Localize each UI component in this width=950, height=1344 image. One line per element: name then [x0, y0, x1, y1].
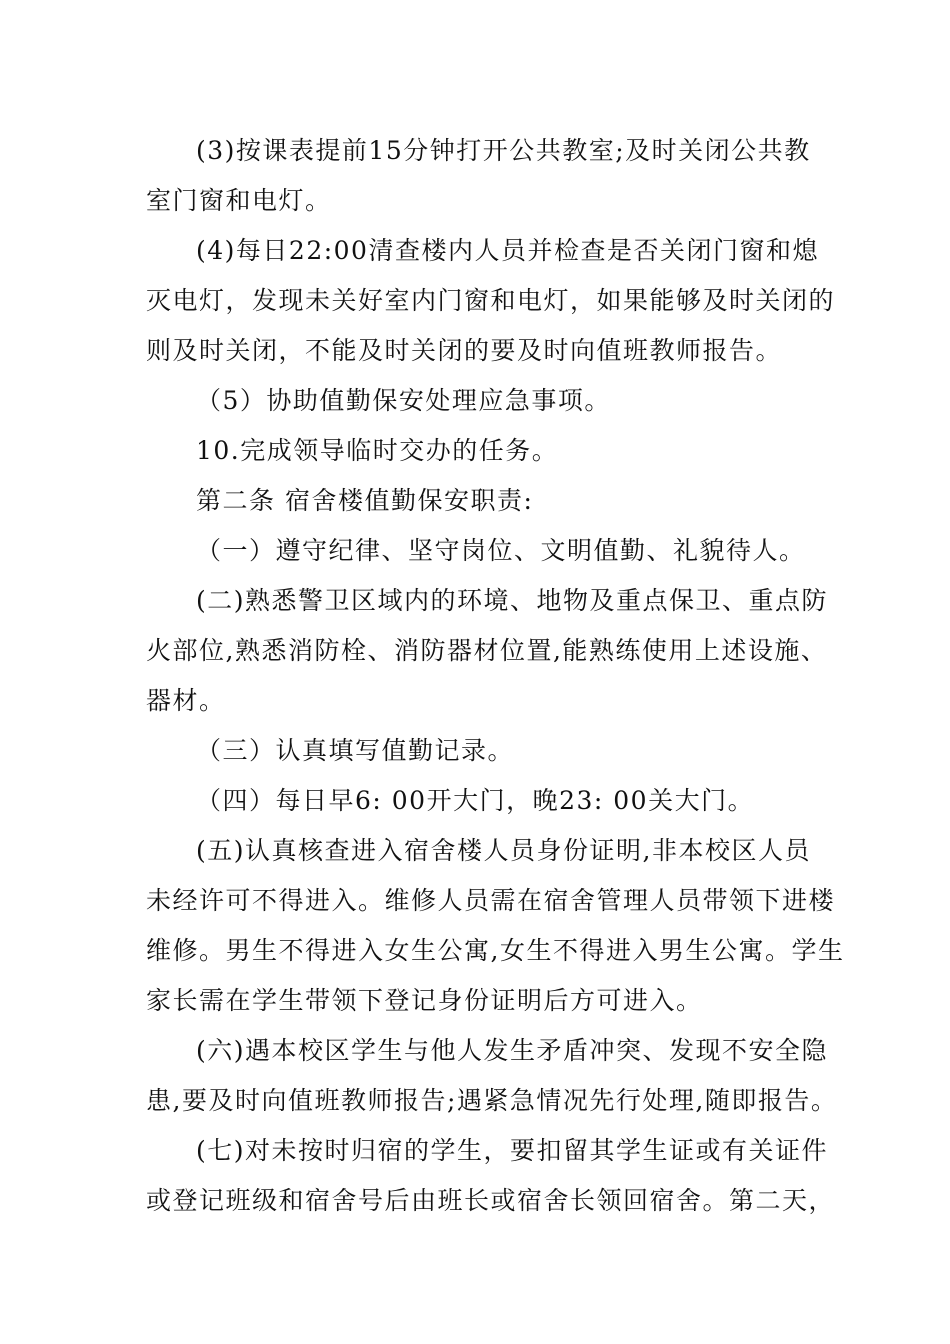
- text-line: 灭电灯，发现未关好室内门窗和电灯，如果能够及时关闭的: [146, 286, 836, 315]
- text-line: 未经许可不得进入。维修人员需在宿舍管理人员带领下进楼: [146, 886, 836, 915]
- text-line: 或登记班级和宿舍号后由班长或宿舍长领回宿舍。第二天，: [146, 1186, 836, 1215]
- text-line: (4)每日22:00清查楼内人员并检查是否关闭门窗和熄: [196, 236, 819, 265]
- text-line: 则及时关闭，不能及时关闭的要及时向值班教师报告。: [146, 336, 783, 365]
- text-line: 火部位,熟悉消防栓、消防器材位置,能熟练使用上述设施、: [146, 636, 828, 665]
- text-line: （四）每日早6: 00开大门，晚23: 00关大门。: [196, 786, 755, 815]
- text-line: 器材。: [146, 686, 226, 715]
- text-line: (六)遇本校区学生与他人发生矛盾冲突、发现不安全隐: [196, 1036, 829, 1065]
- text-line: （三）认真填写值勤记录。: [196, 736, 515, 765]
- section-heading: 第二条 宿舍楼值勤保安职责:: [196, 486, 534, 515]
- text-line: 患,要及时向值班教师报告;遇紧急情况先行处理,随即报告。: [146, 1086, 838, 1115]
- text-line: 维修。男生不得进入女生公寓,女生不得进入男生公寓。学生: [146, 936, 845, 965]
- text-line: 家长需在学生带领下登记身份证明后方可进入。: [146, 986, 703, 1015]
- text-line: (3)按课表提前15分钟打开公共教室;及时关闭公共教: [196, 136, 811, 165]
- text-line: (七)对未按时归宿的学生，要扣留其学生证或有关证件: [196, 1136, 829, 1165]
- text-line: (五)认真核查进入宿舍楼人员身份证明,非本校区人员: [196, 836, 811, 865]
- text-line: （5）协助值勤保安处理应急事项。: [196, 386, 611, 415]
- text-line: 10.完成领导临时交办的任务。: [196, 436, 559, 465]
- text-line: (二)熟悉警卫区域内的环境、地物及重点保卫、重点防: [196, 586, 829, 615]
- text-line: 室门窗和电灯。: [146, 186, 332, 215]
- text-line: （一）遵守纪律、坚守岗位、文明值勤、礼貌待人。: [196, 536, 806, 565]
